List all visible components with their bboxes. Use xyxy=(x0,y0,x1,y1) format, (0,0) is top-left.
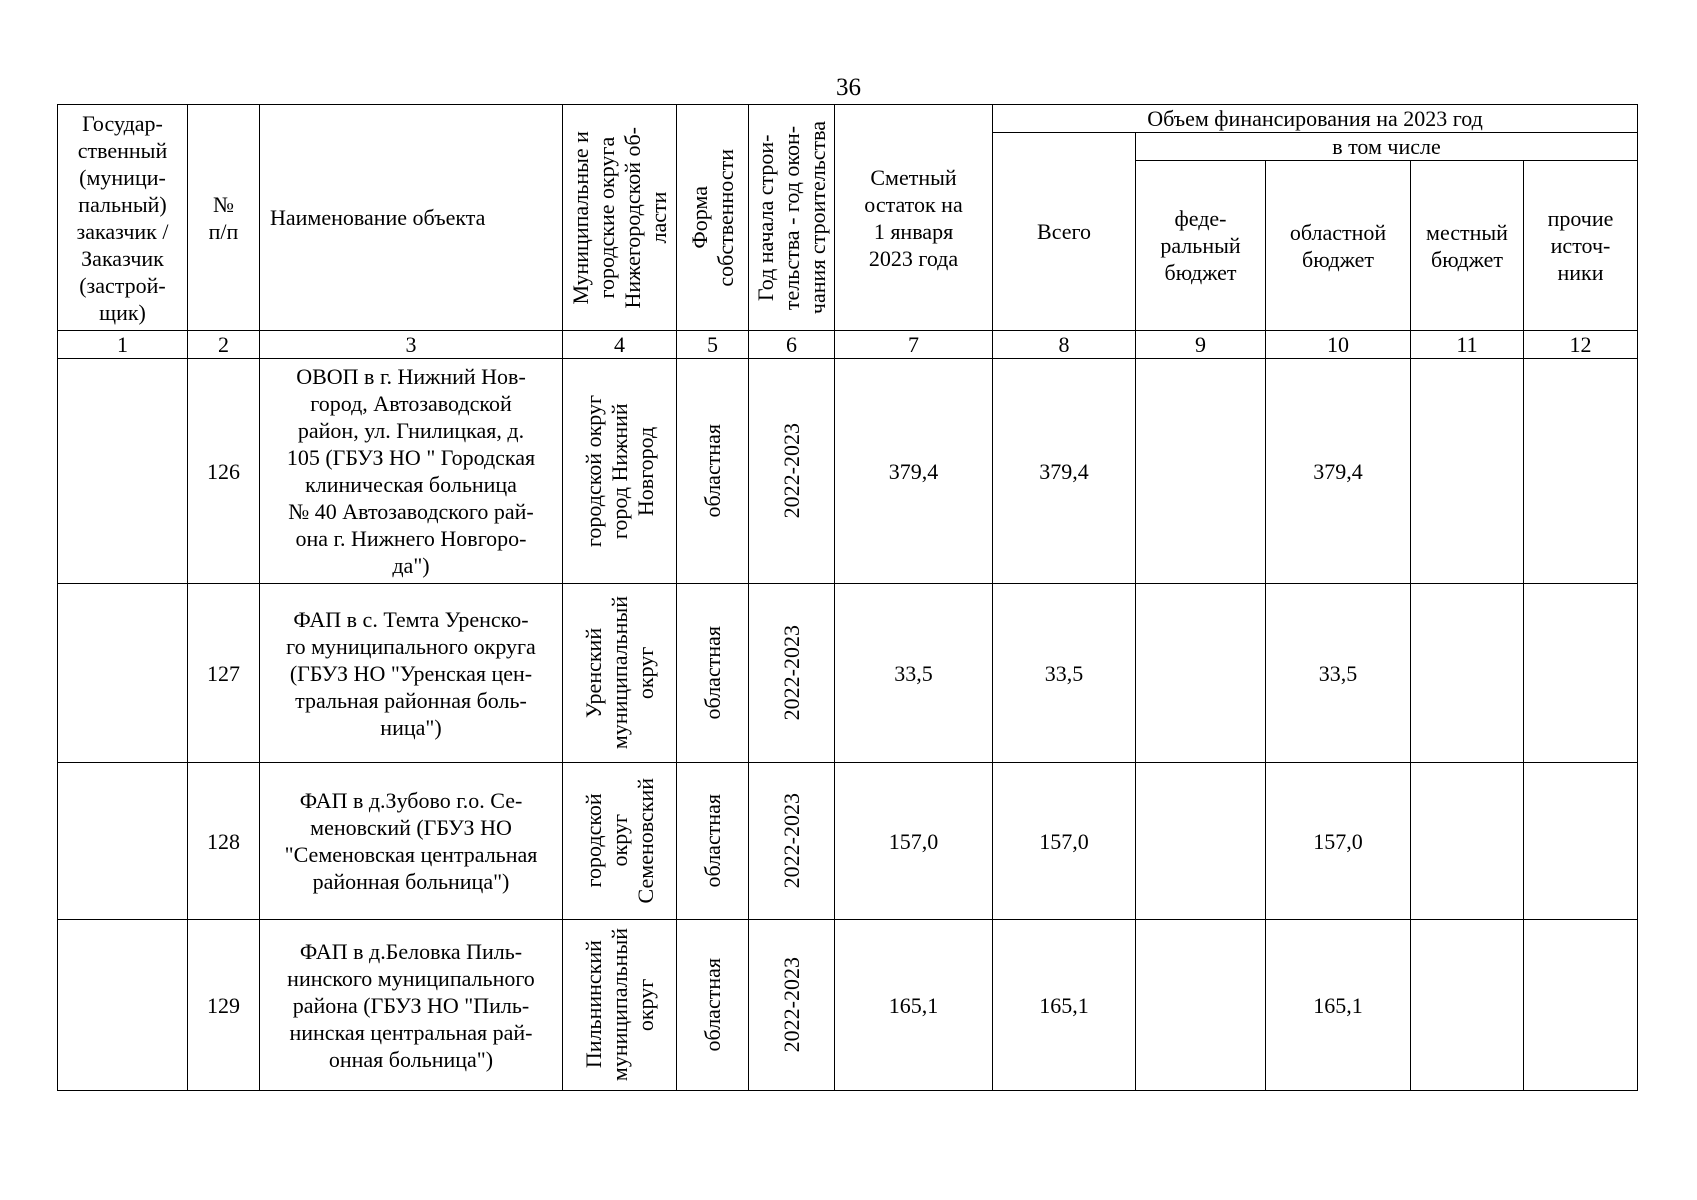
table-row xyxy=(58,763,1638,920)
cell-federal xyxy=(1136,920,1266,1091)
cell-regional: 157,0 xyxy=(1266,763,1411,920)
cell-local xyxy=(1411,584,1524,763)
cell-object-name: ФАП в с. Темта Уренско- го муниципального округа (ГБУЗ НО "Уренская цен- тральная районная боль- ница") xyxy=(260,584,563,763)
header-estimate: Сметный остаток на 1 января 2023 года xyxy=(835,105,993,331)
cell-municipality: городской округ город Нижний Новгород xyxy=(563,359,677,584)
column-number: 6 xyxy=(749,331,835,359)
column-number: 7 xyxy=(835,331,993,359)
column-number: 12 xyxy=(1524,331,1638,359)
cell-local xyxy=(1411,763,1524,920)
cell-total: 157,0 xyxy=(993,763,1136,920)
table-row xyxy=(58,584,1638,763)
cell-estimate: 379,4 xyxy=(835,359,993,584)
cell-num: 127 xyxy=(188,584,260,763)
header-ownership: Форма собственности xyxy=(677,105,749,331)
cell-customer xyxy=(58,920,188,1091)
cell-ownership: областная xyxy=(677,584,749,763)
column-number: 1 xyxy=(58,331,188,359)
column-number: 5 xyxy=(677,331,749,359)
cell-regional: 33,5 xyxy=(1266,584,1411,763)
column-number: 2 xyxy=(188,331,260,359)
header-num: № п/п xyxy=(188,105,260,331)
cell-customer xyxy=(58,763,188,920)
cell-num: 126 xyxy=(188,359,260,584)
cell-other xyxy=(1524,763,1638,920)
cell-years: 2022-2023 xyxy=(749,920,835,1091)
header-financing: Объем финансирования на 2023 год xyxy=(993,105,1638,133)
cell-other xyxy=(1524,359,1638,584)
cell-ownership: областная xyxy=(677,359,749,584)
cell-municipality: Пильнинский муниципальный округ xyxy=(563,920,677,1091)
header-total: Всего xyxy=(993,133,1136,331)
header-object-name: Наименование объекта xyxy=(260,105,563,331)
cell-object-name: ФАП в д.Беловка Пиль- нинского муниципального района (ГБУЗ НО "Пиль- нинская центральная рай- онная больница") xyxy=(260,920,563,1091)
cell-estimate: 33,5 xyxy=(835,584,993,763)
cell-num: 129 xyxy=(188,920,260,1091)
cell-total: 379,4 xyxy=(993,359,1136,584)
column-number: 10 xyxy=(1266,331,1411,359)
cell-years: 2022-2023 xyxy=(749,763,835,920)
cell-federal xyxy=(1136,763,1266,920)
financing-table xyxy=(57,104,1638,1091)
header-local: местный бюджет xyxy=(1411,161,1524,331)
cell-object-name: ОВОП в г. Нижний Нов- город, Автозаводской район, ул. Гнилицкая, д. 105 (ГБУЗ НО " Городская клиническая больница № 40 Автозаводского рай- она г. Нижнего Новгоро- да") xyxy=(260,359,563,584)
column-numbers-row xyxy=(58,331,1638,359)
cell-total: 165,1 xyxy=(993,920,1136,1091)
cell-ownership: областная xyxy=(677,920,749,1091)
cell-num: 128 xyxy=(188,763,260,920)
cell-customer xyxy=(58,359,188,584)
table-row xyxy=(58,359,1638,584)
page-number: 36 xyxy=(836,74,861,101)
cell-ownership: областная xyxy=(677,763,749,920)
header-municipality: Муниципальные и городские округа Нижегородской об- ласти xyxy=(563,105,677,331)
header-regional: областной бюджет xyxy=(1266,161,1411,331)
cell-estimate: 165,1 xyxy=(835,920,993,1091)
cell-customer xyxy=(58,584,188,763)
cell-federal xyxy=(1136,359,1266,584)
cell-years: 2022-2023 xyxy=(749,584,835,763)
cell-municipality: Уренский муниципальный округ xyxy=(563,584,677,763)
column-number: 9 xyxy=(1136,331,1266,359)
cell-federal xyxy=(1136,584,1266,763)
table-row xyxy=(58,920,1638,1091)
cell-other xyxy=(1524,584,1638,763)
cell-local xyxy=(1411,359,1524,584)
cell-other xyxy=(1524,920,1638,1091)
cell-total: 33,5 xyxy=(993,584,1136,763)
column-number: 11 xyxy=(1411,331,1524,359)
header-years: Год начала строи- тельства - год окон- чания строительства xyxy=(749,105,835,331)
header-federal: феде- ральный бюджет xyxy=(1136,161,1266,331)
cell-municipality: городской округ Семеновский xyxy=(563,763,677,920)
column-number: 8 xyxy=(993,331,1136,359)
cell-regional: 165,1 xyxy=(1266,920,1411,1091)
cell-estimate: 157,0 xyxy=(835,763,993,920)
header-customer: Государ- ственный (муници- пальный) заказчик / Заказчик (застрой- щик) xyxy=(58,105,188,331)
cell-regional: 379,4 xyxy=(1266,359,1411,584)
cell-object-name: ФАП в д.Зубово г.о. Се- меновский (ГБУЗ НО "Семеновская центральная районная больница") xyxy=(260,763,563,920)
header-including: в том числе xyxy=(1136,133,1638,161)
column-number: 3 xyxy=(260,331,563,359)
cell-years: 2022-2023 xyxy=(749,359,835,584)
column-number: 4 xyxy=(563,331,677,359)
cell-local xyxy=(1411,920,1524,1091)
header-other: прочие источ- ники xyxy=(1524,161,1638,331)
